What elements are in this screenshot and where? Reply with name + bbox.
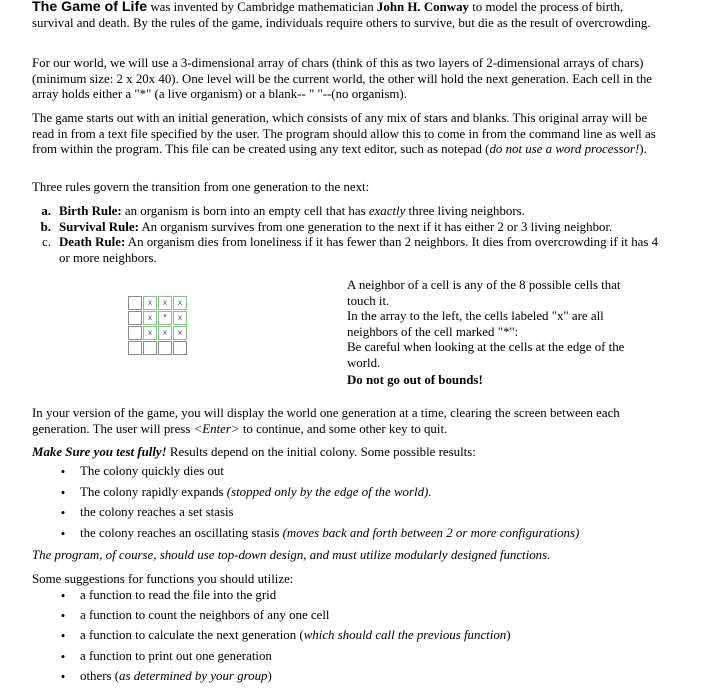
rule-item: c. Death Rule: An organism dies from loneliness if it has fewer than 2 neighbors. It dies from overcrowding if it has 4 or more neighbors.: [32, 235, 662, 266]
suggestions-list: [32, 588, 672, 689]
grid-cell: [173, 341, 187, 355]
grid-cell-neighbor: x: [158, 326, 172, 340]
grid-cell-neighbor: x: [143, 296, 157, 310]
rule-letter: b.: [40, 219, 51, 234]
rule-item: a. Birth Rule: an organism is born into an empty cell that has exactly three living neighbors.: [32, 204, 662, 220]
bullet: •: [60, 608, 66, 624]
rule-letter: a.: [41, 204, 51, 218]
list-item: • a function to calculate the next generation (which should call the previous function): [32, 628, 672, 648]
grid-cell-neighbor: x: [143, 326, 157, 340]
grid-cell: [143, 341, 157, 355]
grid-cell: [158, 341, 172, 355]
world-paragraph: For our world, we will use a 3-dimensional array of chars (think of this as two layers of 2-dimensional arrays of chars) (minimum size: 2 x 20x 40). One level will be the current world, the other will hold the next generation. Each cell in the array holds either a "*" (a live organism) or a blank-- " "--(no organism).: [32, 56, 653, 101]
rule-name: Survival Rule:: [59, 219, 139, 234]
grid-cell: [128, 341, 142, 355]
list-item: • The colony quickly dies out: [32, 464, 672, 485]
list-item: • The colony rapidly expands (stopped only by the edge of the world).: [32, 485, 672, 506]
suggestions-intro: Some suggestions for functions you should utilize:: [32, 572, 294, 586]
intro-paragraph: The Game of Life was invented by Cambridge mathematician John H. Conway to model the process of birth, survival and death. By the rules of the game, individuals require others to survive, but die as the result of overcrowding.: [32, 0, 651, 30]
list-item: • a function to print out one generation: [32, 649, 672, 669]
grid-cell-neighbor: x: [173, 326, 187, 340]
list-item: • the colony reaches a set stasis: [32, 505, 672, 526]
enter-key-label: <Enter>: [193, 421, 240, 436]
grid-cell-center: *: [158, 311, 172, 325]
document-title: The Game of Life: [32, 0, 148, 15]
design-note: The program, of course, should use top-down design, and must utilize modularly designed functions.: [32, 548, 551, 562]
test-heading: Make Sure you test fully!: [32, 445, 167, 459]
grid-cell: [128, 326, 142, 340]
grid-cell-neighbor: x: [173, 296, 187, 310]
bullet: •: [60, 628, 66, 644]
results-list: [32, 464, 672, 546]
bounds-warning: Do not go out of bounds!: [347, 373, 483, 387]
bullet: •: [60, 505, 66, 520]
grid-cell-neighbor: x: [173, 311, 187, 325]
grid-cell: [128, 311, 142, 325]
bullet: •: [60, 464, 66, 479]
test-paragraph: Make Sure you test fully! Results depend on the initial colony. Some possible results:: [32, 445, 476, 459]
grid-cell-neighbor: x: [143, 311, 157, 325]
list-item: • others (as determined by your group): [32, 669, 672, 689]
list-item: • the colony reaches an oscillating stasis (moves back and forth between 2 or more configurations): [32, 526, 672, 547]
grid-cell-neighbor: x: [158, 296, 172, 310]
bullet: •: [60, 648, 66, 664]
inventor-name: John H. Conway: [376, 0, 469, 14]
rule-name: Birth Rule:: [59, 204, 122, 218]
rule-letter: c.: [42, 235, 51, 249]
list-item: • a function to count the neighbors of any one cell: [32, 608, 672, 628]
bullet: •: [60, 484, 66, 500]
bullet: •: [60, 525, 66, 541]
rule-item: b. Survival Rule: An organism survives from one generation to the next if it has either 2 or 3 living neighbor.: [32, 220, 662, 236]
bullet: •: [60, 588, 66, 603]
start-paragraph: The game starts out with an initial generation, which consists of any mix of stars and blanks. This original array will be read in from a text file specified by the user. The program should allow this to come in from the command line as well as from within the program. This file can be created using any text editor, such as notepad (do not use a word processor!).: [32, 111, 656, 156]
grid-cell: [128, 296, 142, 310]
rules-list: [32, 204, 662, 266]
rules-intro: Three rules govern the transition from one generation to the next:: [32, 180, 370, 194]
rule-name: Death Rule:: [59, 235, 126, 249]
neighbor-note: A neighbor of a cell is any of the 8 possible cells that touch it. In the array to the left, the cells labeled "x" are all neighbors of the cell marked "*": Be careful when looking at the cells at the edge of the world. Do not go out of bounds!: [347, 278, 625, 387]
bullet: •: [60, 668, 66, 684]
display-paragraph: In your version of the game, you will display the world one generation at a time, clearing the screen between each generation. The user will press <Enter> to continue, and some other key to quit.: [32, 406, 620, 436]
list-item: • a function to read the file into the grid: [32, 588, 672, 608]
